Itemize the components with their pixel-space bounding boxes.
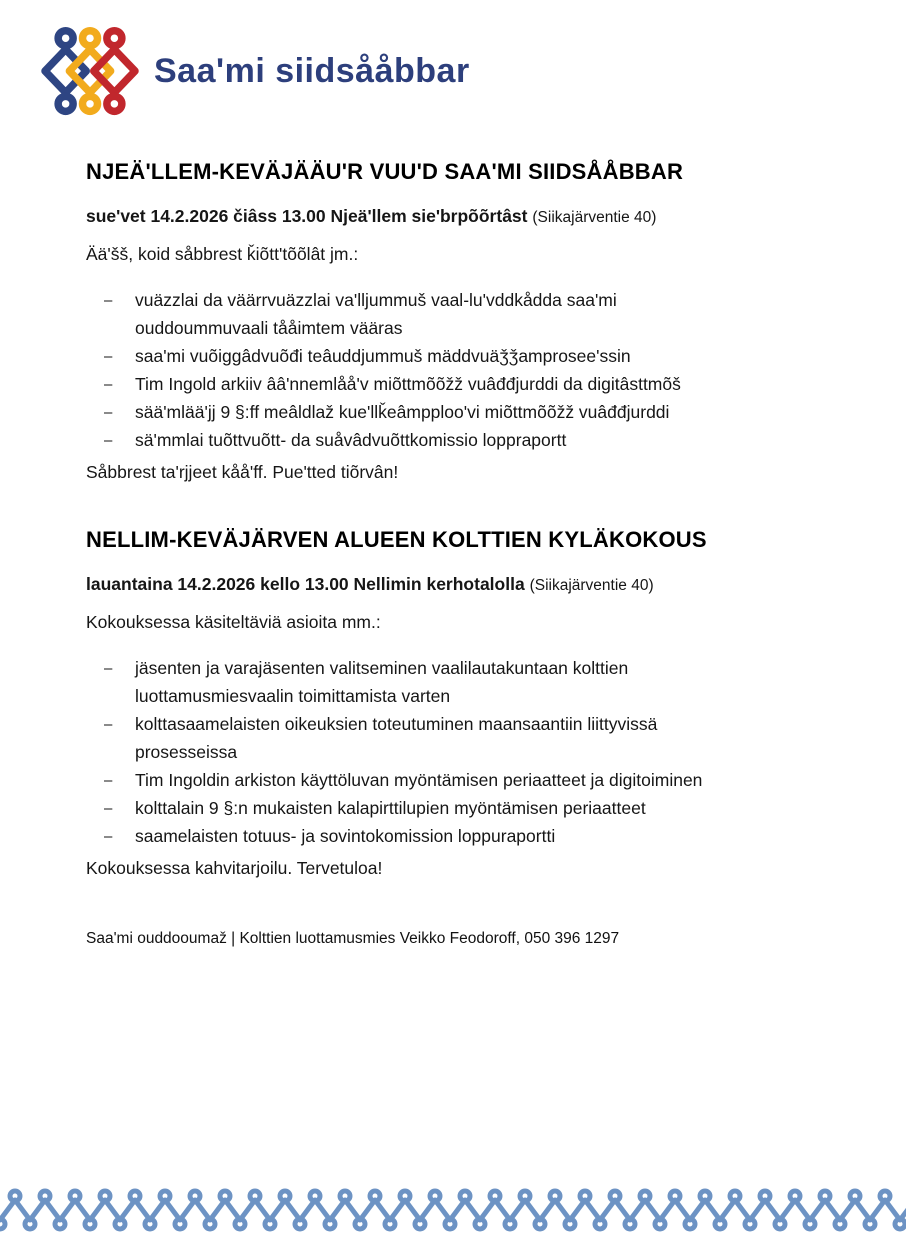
agenda-list-finnish <box>86 654 806 850</box>
flyer-content <box>86 150 806 949</box>
contact-line: Saa'mi ouddooumaž | Kolttien luottamusmies Veikko Feodoroff, 050 396 1297 <box>86 930 620 947</box>
agenda-item: – Tim Ingoldin arkiston käyttöluvan myöntämisen periaatteet ja digitoiminen <box>135 766 738 794</box>
logo-text: Saaʹmi siidsååbbar <box>154 51 470 90</box>
agenda-item: – sä'mmlai tuõttvuõtt- da suåvâdvuõttkomissio loppraportt <box>135 426 738 454</box>
agenda-item: – Tim Ingold arkiiv ââ'nnemlåå'v miõttmõõžž vuâđđjurddi da digitâsttmõš <box>135 370 738 398</box>
address-note: (Siikajärventie 40) <box>529 577 654 594</box>
saami-knot-logo-icon <box>40 26 140 116</box>
datetime-text: lauantaina 14.2.2026 kello 13.00 Nellimin kerhotalolla <box>86 574 525 594</box>
agenda-item: – jäsenten ja varajäsenten valitseminen vaalilautakuntaan kolttien luottamusmiesvaalin toimittamista varten <box>135 654 738 710</box>
agenda-list-skolt <box>86 286 806 454</box>
decorative-border <box>0 1188 906 1232</box>
agenda-item: – vuäzzlai da väärrvuäzzlai va'lljummuš vaal-lu'vddkådda saa'mi ouddoummuvaali tååimtem vääras <box>135 286 738 342</box>
agenda-outro-finnish: Kokouksessa kahvitarjoilu. Tervetuloa! <box>86 858 383 878</box>
address-note: (Siikajärventie 40) <box>532 209 657 226</box>
meeting-datetime-finnish <box>86 570 806 600</box>
agenda-item: – kolttasaamelaisten oikeuksien toteutuminen maansaantiin liittyvissä prosesseissa <box>135 710 738 766</box>
agenda-outro-skolt: Såbbrest ta'rjjeet kåå'ff. Pue'tted tiõrvân! <box>86 462 399 482</box>
section-heading-finnish: NELLIM-KEVÄJÄRVEN ALUEEN KOLTTIEN KYLÄKOKOUS <box>86 527 707 552</box>
agenda-item: – saamelaisten totuus- ja sovintokomission loppuraportti <box>135 822 738 850</box>
section-finnish <box>86 526 806 882</box>
logo <box>40 26 470 116</box>
knot-border-icon <box>0 1188 906 1232</box>
agenda-item: – saa'mi vuõiggâdvuõđi teâuddjummuš mäddvuäǯǯamprosee'ssin <box>135 342 738 370</box>
datetime-text: sue'vet 14.2.2026 čiâss 13.00 Njeä'llem sie'brpõõrtâst <box>86 206 528 226</box>
section-skolt <box>86 158 806 486</box>
meeting-datetime-skolt <box>86 202 806 232</box>
agenda-intro-skolt: Ää'šš, koid såbbrest ǩiõtt'tõõlât jm.: <box>86 244 359 264</box>
section-heading-skolt: NJEÄ'LLEM-KEVÄJÄÄU'R VUU'D SAA'MI SIIDSÅÅBBAR <box>86 159 684 184</box>
agenda-intro-finnish: Kokouksessa käsiteltäviä asioita mm.: <box>86 612 381 632</box>
agenda-item: – kolttalain 9 §:n mukaisten kalapirttilupien myöntämisen periaatteet <box>135 794 738 822</box>
agenda-item: – sää'mlää'jj 9 §:ff meâldlaž kue'llǩeâmpploo'vi miõttmõõžž vuâđđjurddi <box>135 398 738 426</box>
